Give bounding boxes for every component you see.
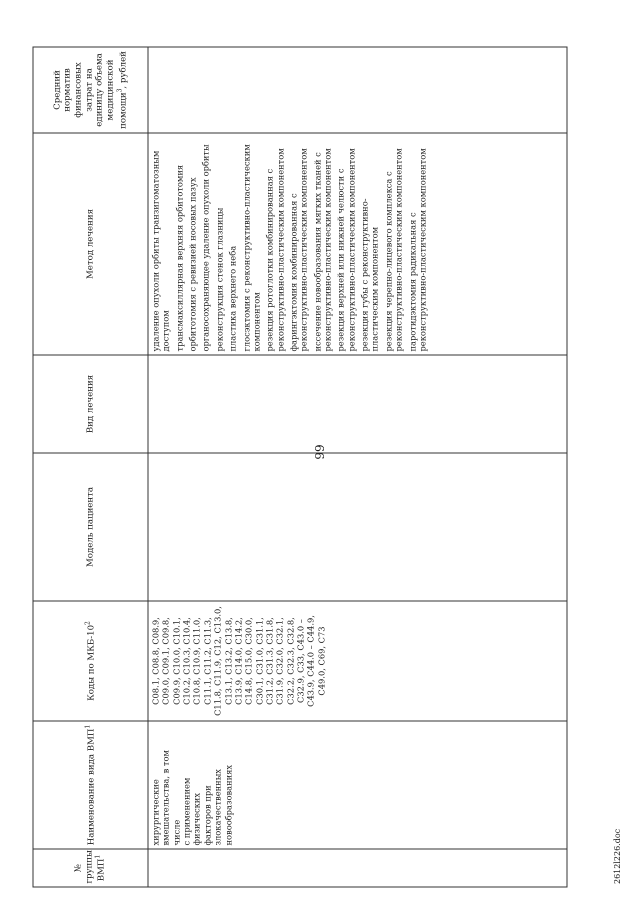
cell-average-cost [148,47,567,133]
treatment-method-item: резекция губы с реконструктивно-пластическим компонентом [359,198,380,351]
header-icd-codes-text: Коды по МКБ-10 [85,624,96,701]
icd-code-line: C31.2, C31.3, C31.8, [263,616,274,705]
treatment-method-item: органосохраняющее удаление опухоли орбиты [200,143,211,351]
treatment-method-item: реконструкция стенок глазницы [213,207,224,351]
treatment-method-item: резекция верхней или нижней челюсти с реконструктивно-пластическим компонентом [335,147,356,351]
cell-patient-model [148,453,567,601]
header-vmp-name-text: Наименование вида ВМП [85,728,96,845]
icd-code-line: C30.1, C31.0, C31.1, [253,616,264,705]
vmp-name-line: с применением физических [181,777,202,845]
cell-treatment-type [148,355,567,453]
header-treatment-type-text: Вид лечения [84,374,95,433]
vmp-name-line: новообразованиях [222,764,233,845]
icd-code-line: C14.8, C15.0, C30.0, [243,616,254,705]
cell-treatment-method [148,133,567,355]
cell-icd-codes [148,601,567,721]
icd-code-line: C09.0, C09.1, C09.8, [160,616,171,705]
header-treatment-method [33,133,148,355]
treatment-method-item: резекция черепно-лицевого комплекса с реконструктивно-пластическим компонентом [382,147,404,351]
vmp-name-line: факторов при [201,784,212,845]
icd-code-line: C11.1, C11.2, C11.3, [201,616,212,705]
cell-group-number [148,849,567,887]
footnote-marker: 3 [115,88,123,92]
vmp-name-line: злокачественных [212,768,223,845]
treatment-method-item: иссечение новообразования мягких тканей с реконструктивно-пластическим компонентом [311,147,333,351]
treatment-method-item: орбитотомия с ревизией носовых пазух [187,176,198,351]
icd-code-line: C10.8, C10.9, C11.0, [191,616,202,705]
header-patient-model [33,453,148,601]
footnote-marker: 2 [83,620,91,625]
treatment-method-item: глосэктомия с реконструктивно-пластическим компонентом [240,143,261,351]
vmp-table-container [32,47,567,887]
icd-code-line: C09.9, C10.0, C10.1, [170,616,181,705]
icd-code-line: C49.0, C69, C73 [315,625,326,696]
treatment-method-item: удаление опухоли орбиты транзигоматозным доступом [150,150,171,351]
footnote-marker: 1 [94,854,102,859]
icd-code-line: C10.2, C10.3, C10.4, [181,616,192,705]
icd-code-line: C32.9, C33, C43.0 – [295,618,306,703]
header-average-cost-unit: , рублей [117,50,128,89]
icd-code-line: C32.2, C32.3, C32.8, [284,616,295,705]
cell-vmp-name [148,721,567,849]
header-group-number-text: № группы ВМП [72,849,107,883]
header-icd-codes [33,601,148,721]
icd-code-line: C08.1, C08.8, C08.9, [150,616,160,705]
icd-code-lines [150,604,326,717]
treatment-method-item: фарингэктомия комбинированная с реконструктивно-пластическим компонентом [287,147,309,351]
footnote-marker: 1 [83,724,91,729]
treatment-method-item: паротидэктомия радикальная с реконструктивно-пластическим компонентом [406,147,427,351]
header-group-number [33,849,148,887]
header-average-cost [33,47,148,133]
document-filename: 2612l226.doc [613,828,622,884]
header-vmp-name [33,721,148,849]
icd-code-line: C31.9, C32.0, C32.1, [274,616,285,705]
table-header-row [33,47,148,887]
vmp-table [32,46,567,887]
vmp-name-lines [150,724,233,845]
icd-code-line: C43.9, C44.0 – C44.9, [305,614,316,707]
icd-code-line: C13.1, C13.2, C13.8, [222,616,233,705]
treatment-method-item: пластика верхнего неба [227,245,238,351]
treatment-method-item: резекция ротоглотки комбинированная с реконструктивно-пластическим компонентом [264,147,285,351]
icd-code-line: C13.9, C14.0, C14.2, [232,616,243,705]
header-average-cost-text: Средний норматив финансовых затрат на единицу объема медицинской помощи [51,52,128,129]
table-row [148,47,567,887]
header-patient-model-text: Модель пациента [84,486,95,567]
treatment-method-item: трансмаксиллярная верхняя орбитотомия [173,164,184,351]
header-treatment-method-text: Метод лечения [84,208,95,279]
icd-code-line: C11.8, C11.9, C12, C13.0, [212,605,223,716]
page-number: 99 [313,444,327,460]
header-treatment-type [33,355,148,453]
vmp-name-line: хирургические [150,778,160,845]
vmp-name-line: вмешательства, в том числе [160,749,181,845]
treatment-method-list [150,136,427,351]
